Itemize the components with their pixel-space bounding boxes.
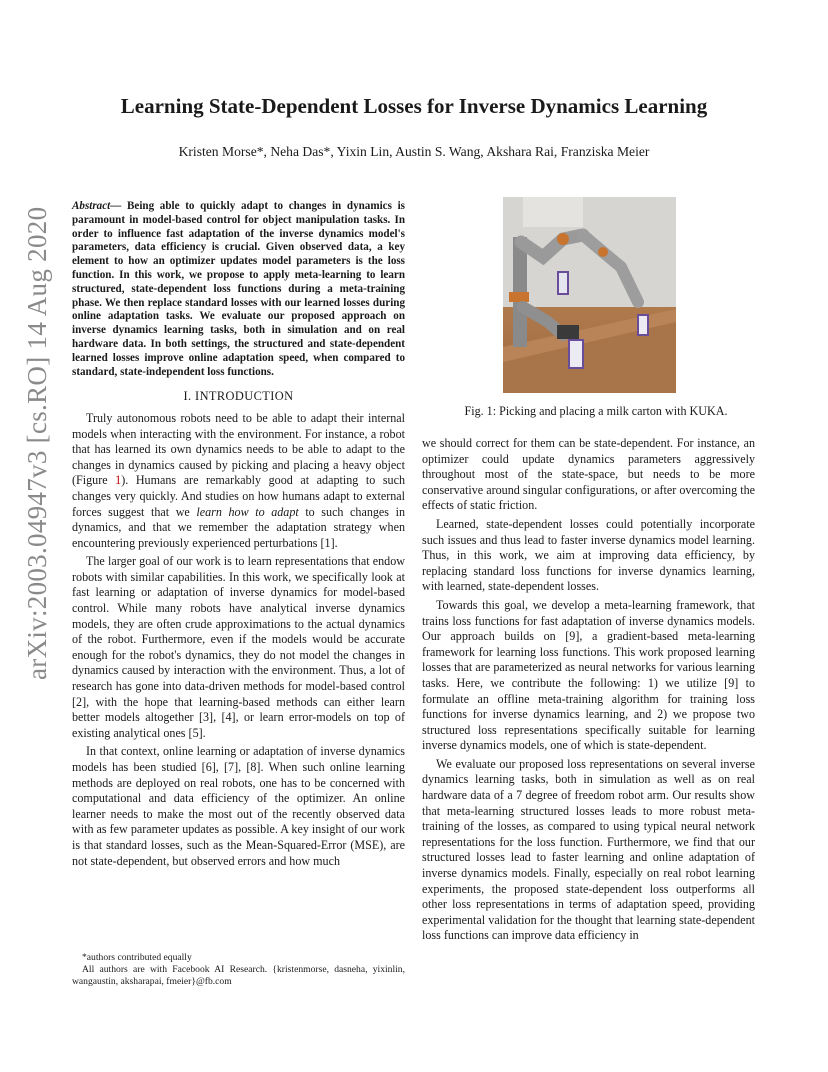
left-column	[72, 200, 405, 872]
figure-reference-link[interactable]: 1	[115, 473, 122, 488]
intro-p1-part-c: to such changes in dynamics, and that we remember the adaptation strategy when encountering previously experienced perturbations [1].	[72, 504, 405, 550]
intro-p1-emphasis: learn how to adapt	[196, 504, 299, 519]
abstract-lead: Abstract—	[72, 200, 122, 212]
abstract	[72, 200, 405, 379]
intro-p1-part-b: ). Humans are remarkably good at adapting to such changes very quickly. And studies on how humans adapt to external forces suggest that we	[72, 473, 405, 519]
right-paragraph-1: we should correct for them can be state-dependent. For instance, an optimizer could update dynamics parameters aggressively throughout most of the state-space, but needs to be more conservative around singular configurations, or after overcoming the effects of static friction.	[422, 436, 755, 513]
right-paragraph-4: We evaluate our proposed loss representations on several inverse dynamics learning tasks, both in simulation as well as on real hardware data of a 7 degree of freedom robot arm. Our results show that meta-learning structured losses leads to more robust meta-training of the losses, as compared to using typical neural network representations for the loss function. Furthermore, we find that our structured losses lead to faster learning and online adaptation of inverse dynamics models. Finally, especially on real robot learning experiments, the proposed state-dependent loss outperforms all other loss representations in terms of adaptation speed, providing experimental validation for the thought that learning state-dependent loss functions can improve data efficiency in	[422, 756, 755, 943]
arxiv-stamp: arXiv:2003.04947v3 [cs.RO] 14 Aug 2020	[22, 206, 52, 680]
right-column	[422, 436, 755, 947]
section-heading-introduction: I. INTRODUCTION	[183, 389, 294, 404]
intro-paragraph-2: The larger goal of our work is to learn representations that endow robots with similar capabilities. In this work, we specifically look at fast learning or adaptation of inverse dynamics for model-based control. While many robots have analytical inverse dynamics models, they are often crude approximations to the actual dynamics of the robot. Furthermore, even if the models would be accurate enough for the robot's dynamics, they do not model the changes in dynamics caused by interaction with the environment. Thus, a lot of research has gone into data-driven methods for model-based control [2], with the hope that learning-based methods can either learn better models altogether [3], [4], or learn error-models on top of existing analytical ones [5].	[72, 554, 405, 740]
figure-robot-photo	[503, 197, 676, 393]
intro-paragraph-3: In that context, online learning or adaptation of inverse dynamics models has been studied [6], [7], [8]. When such online learning methods are deployed on real robots, one has to be concerned with computational and data efficiency of the optimizer. An online learner needs to make the most out of the recently observed data with as few parameter updates as possible. A key insight of our work is that standard losses, such as the Mean-Squared-Error (MSE), are not state-dependent, but observed errors and how much	[72, 744, 405, 868]
robot-arm-illustration	[503, 197, 676, 393]
figure-caption: Fig. 1: Picking and placing a milk carton with KUKA.	[464, 404, 728, 418]
footnote-equal-contribution: *authors contributed equally	[82, 952, 192, 963]
abstract-body: Being able to quickly adapt to changes in dynamics is paramount in model-based control for object manipulation tasks. In order to influence fast adaptation of the inverse dynamics model's parameters, data efficiency is crucial. Given observed data, a key element to how an optimizer updates model parameters is the loss function. In this work, we propose to apply meta-learning to learn structured, state-dependent loss functions during a meta-training phase. We then replace standard losses with our learned losses during online adaptation tasks. We evaluate our proposed approach on inverse dynamics learning tasks, both in simulation and on real hardware data. In both settings, the structured and state-dependent learned losses improve online adaptation speed, when compared to standard, state-independent loss functions.	[72, 200, 405, 378]
intro-p1-part-a: Truly autonomous robots need to be able to adapt their internal models when interacting with the environment. For instance, a robot that has learned its own dynamics needs to be able to adapt to the changes in dynamics caused by picking and placing a heavy object (Figure	[72, 410, 405, 488]
paper-title: Learning State-Dependent Losses for Inverse Dynamics Learning	[120, 94, 708, 118]
right-paragraph-3: Towards this goal, we develop a meta-learning framework, that trains loss functions for fast adaptation of inverse dynamics models. Our approach builds on [9], a gradient-based meta-learning framework for learning loss functions. This work proposed learning losses that are parameterized as neural networks for various learning tasks. Here, we contribute the following: 1) we utilize [9] to formulate an offline meta-training algorithm for training loss functions for inverse dynamics learning, and 2) we propose two structured loss representations specifically suitable for learning inverse dynamics models, one of which is state-dependent.	[422, 597, 755, 753]
right-paragraph-2: Learned, state-dependent losses could potentially incorporate such issues and thus lead to faster inverse dynamics model learning. Thus, in this work, we aim at improving data efficiency, by replacing standard loss functions for inverse dynamics learning, with learned, state-dependent losses.	[422, 516, 755, 594]
footnote-affiliation: All authors are with Facebook AI Research. {kristenmorse, dasneha, yixinlin, wangaustin, aksharарai, fmeier}@fb.com	[72, 964, 405, 987]
intro-paragraph-1	[72, 411, 405, 551]
paper-authors: Kristen Morse*, Neha Das*, Yixin Lin, Austin S. Wang, Akshara Rai, Franziska Meier	[178, 144, 650, 159]
footnotes	[72, 952, 405, 988]
